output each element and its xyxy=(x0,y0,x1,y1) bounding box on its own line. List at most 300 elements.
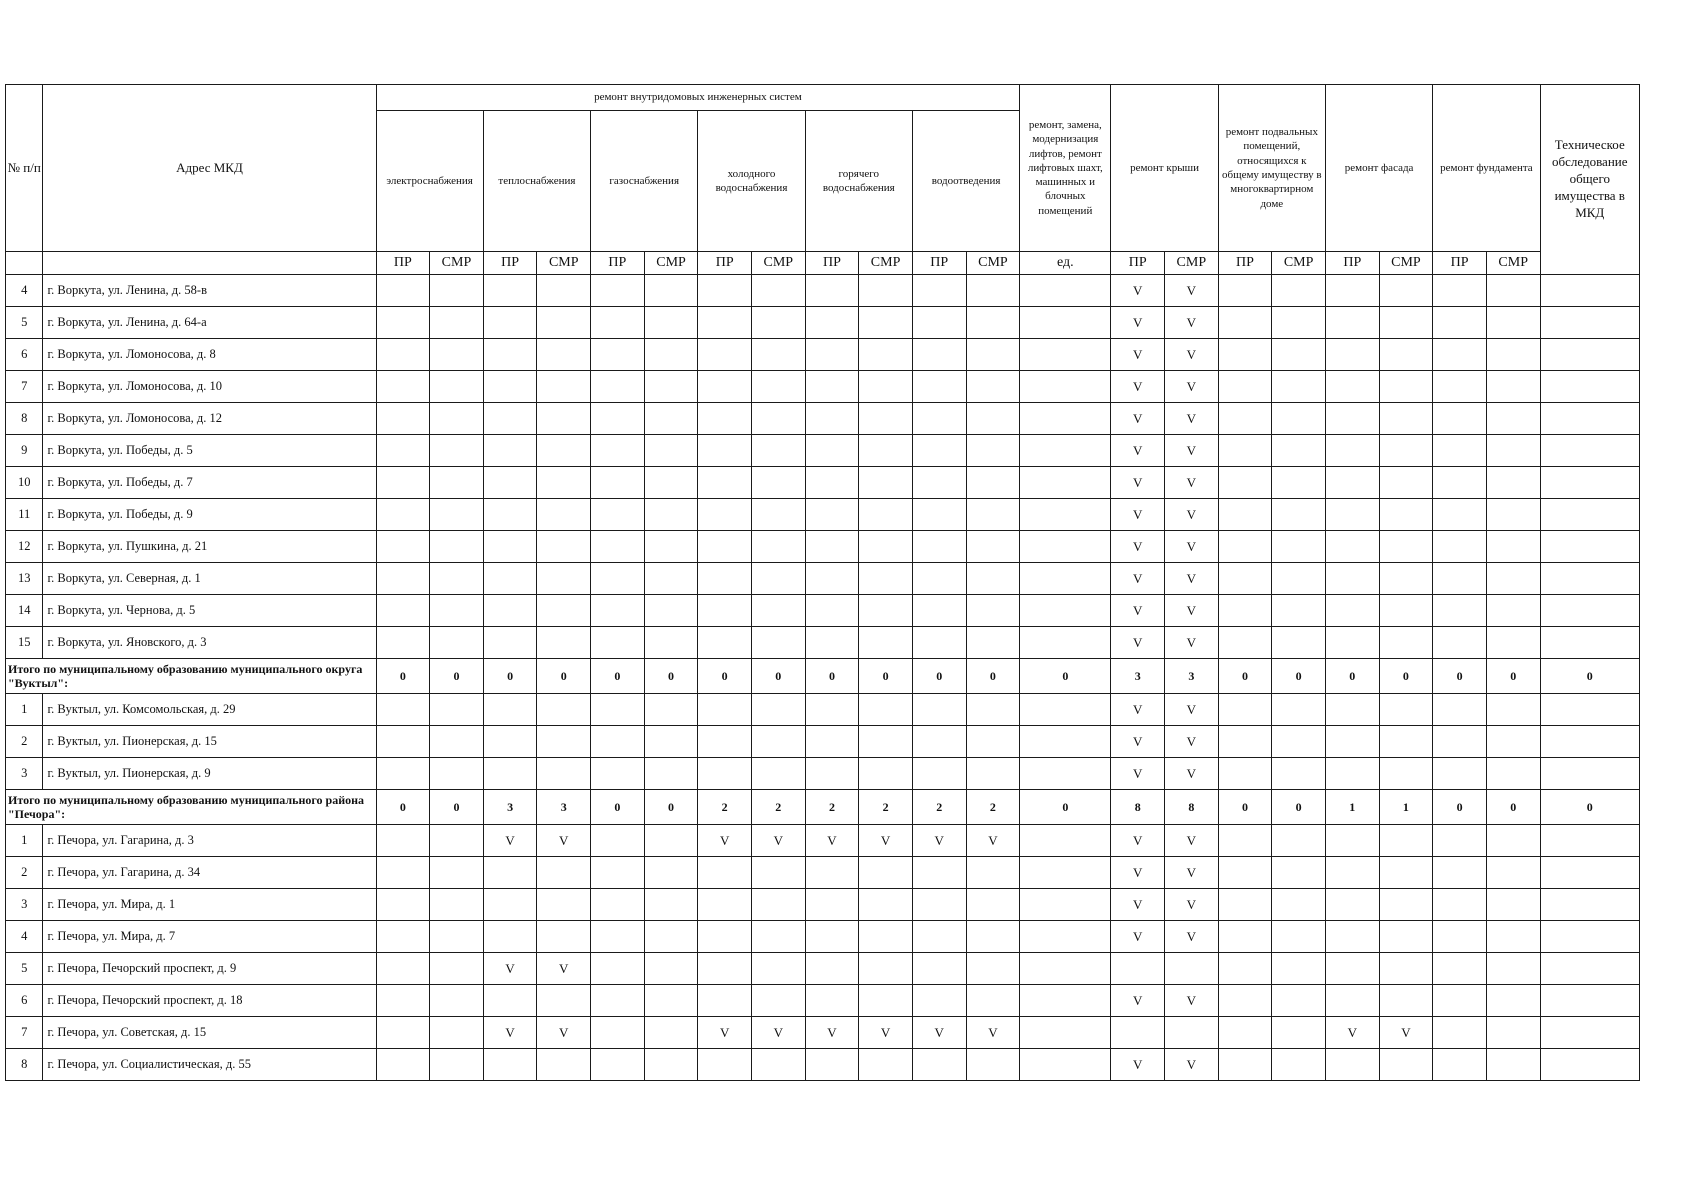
row-mark xyxy=(591,595,645,627)
row-mark: V xyxy=(537,1017,591,1049)
row-mark: V xyxy=(537,825,591,857)
row-number: 7 xyxy=(6,371,43,403)
total-value: 0 xyxy=(751,659,805,694)
row-mark xyxy=(430,889,484,921)
row-mark xyxy=(644,1049,698,1081)
row-mark xyxy=(1486,435,1540,467)
row-mark xyxy=(430,499,484,531)
row-mark xyxy=(1272,627,1326,659)
row-mark xyxy=(1433,531,1487,563)
row-mark: V xyxy=(1165,467,1219,499)
header-internal-systems: ремонт внутридомовых инженерных систем xyxy=(376,85,1020,111)
row-mark xyxy=(644,758,698,790)
row-number: 9 xyxy=(6,435,43,467)
row-mark xyxy=(805,467,859,499)
row-mark xyxy=(912,857,966,889)
row-mark xyxy=(376,694,430,726)
row-mark xyxy=(537,531,591,563)
row-mark xyxy=(537,627,591,659)
row-mark xyxy=(1379,857,1433,889)
row-mark xyxy=(1486,1017,1540,1049)
row-number: 2 xyxy=(6,857,43,889)
table-row xyxy=(6,758,1640,790)
row-mark xyxy=(1486,857,1540,889)
table-row xyxy=(6,694,1640,726)
total-value: 0 xyxy=(1433,790,1487,825)
row-mark xyxy=(698,726,752,758)
row-mark xyxy=(1218,1049,1272,1081)
row-mark xyxy=(1218,953,1272,985)
row-mark xyxy=(1325,726,1379,758)
row-mark xyxy=(1218,435,1272,467)
total-value: 0 xyxy=(376,790,430,825)
row-address: г. Воркута, ул. Ломоносова, д. 10 xyxy=(43,371,376,403)
row-mark xyxy=(859,403,913,435)
row-mark xyxy=(1218,758,1272,790)
row-mark xyxy=(430,403,484,435)
row-mark xyxy=(751,953,805,985)
row-mark xyxy=(1540,435,1639,467)
row-mark xyxy=(1433,921,1487,953)
total-label: Итого по муниципальному образованию муниципального округа "Вуктыл": xyxy=(6,659,377,694)
row-mark xyxy=(751,339,805,371)
row-mark xyxy=(805,758,859,790)
row-mark: V xyxy=(966,825,1020,857)
row-mark xyxy=(376,825,430,857)
row-mark xyxy=(751,371,805,403)
row-number: 5 xyxy=(6,953,43,985)
row-mark xyxy=(1218,371,1272,403)
row-mark xyxy=(537,921,591,953)
row-mark xyxy=(859,275,913,307)
row-mark xyxy=(644,694,698,726)
table-row xyxy=(6,953,1640,985)
row-mark xyxy=(1325,467,1379,499)
subheader-pr: ПР xyxy=(1433,252,1487,275)
row-mark xyxy=(1020,726,1111,758)
row-mark: V xyxy=(1165,825,1219,857)
row-mark xyxy=(1540,371,1639,403)
total-value: 1 xyxy=(1379,790,1433,825)
row-mark xyxy=(859,889,913,921)
row-mark xyxy=(751,275,805,307)
row-mark xyxy=(966,339,1020,371)
table-row xyxy=(6,825,1640,857)
row-mark xyxy=(1218,307,1272,339)
row-mark xyxy=(1020,403,1111,435)
row-mark xyxy=(644,889,698,921)
row-mark xyxy=(1433,953,1487,985)
row-mark xyxy=(698,563,752,595)
row-mark xyxy=(376,307,430,339)
row-mark xyxy=(751,563,805,595)
row-mark xyxy=(1433,371,1487,403)
row-mark xyxy=(644,435,698,467)
row-mark xyxy=(859,435,913,467)
row-mark xyxy=(912,435,966,467)
row-mark xyxy=(1218,531,1272,563)
row-mark xyxy=(430,1049,484,1081)
row-mark xyxy=(1111,1017,1165,1049)
header-foundation: ремонт фундамента xyxy=(1433,85,1540,252)
row-mark xyxy=(751,889,805,921)
table-row xyxy=(6,985,1640,1017)
row-number: 6 xyxy=(6,985,43,1017)
row-mark xyxy=(1020,627,1111,659)
row-mark: V xyxy=(1111,467,1165,499)
row-mark xyxy=(644,371,698,403)
table-row xyxy=(6,1017,1640,1049)
total-value: 0 xyxy=(1325,659,1379,694)
row-mark xyxy=(591,953,645,985)
row-mark xyxy=(376,758,430,790)
row-mark xyxy=(537,758,591,790)
row-mark xyxy=(1486,825,1540,857)
row-mark xyxy=(1272,758,1326,790)
row-mark xyxy=(537,499,591,531)
row-mark xyxy=(1020,825,1111,857)
row-address: г. Воркута, ул. Ломоносова, д. 12 xyxy=(43,403,376,435)
row-mark xyxy=(591,275,645,307)
row-mark xyxy=(966,889,1020,921)
row-mark xyxy=(483,467,537,499)
row-mark xyxy=(537,1049,591,1081)
row-mark xyxy=(912,694,966,726)
header-cold-water: холодного водоснабжения xyxy=(698,111,805,252)
row-mark xyxy=(644,563,698,595)
row-mark xyxy=(537,889,591,921)
row-mark xyxy=(1272,371,1326,403)
row-mark xyxy=(1540,825,1639,857)
row-mark xyxy=(376,889,430,921)
row-mark: V xyxy=(751,825,805,857)
subheader-smr: СМР xyxy=(1379,252,1433,275)
row-mark xyxy=(966,403,1020,435)
row-mark: V xyxy=(1165,531,1219,563)
header-num: № п/п xyxy=(6,85,43,252)
table-row xyxy=(6,563,1640,595)
total-value: 0 xyxy=(966,659,1020,694)
row-number: 4 xyxy=(6,275,43,307)
row-mark xyxy=(859,467,913,499)
row-mark xyxy=(859,857,913,889)
row-mark: V xyxy=(1111,531,1165,563)
row-mark xyxy=(1486,275,1540,307)
row-number: 2 xyxy=(6,726,43,758)
row-mark xyxy=(1540,1017,1639,1049)
row-mark xyxy=(430,339,484,371)
row-mark xyxy=(1325,563,1379,595)
table-row xyxy=(6,403,1640,435)
row-mark xyxy=(912,339,966,371)
total-value: 0 xyxy=(591,790,645,825)
subheader-unit: ед. xyxy=(1020,252,1111,275)
row-mark xyxy=(1486,595,1540,627)
row-mark: V xyxy=(1111,857,1165,889)
row-mark xyxy=(376,857,430,889)
table-row xyxy=(6,1049,1640,1081)
row-mark xyxy=(1218,499,1272,531)
row-mark xyxy=(912,307,966,339)
row-number: 7 xyxy=(6,1017,43,1049)
repair-table xyxy=(5,84,1640,1081)
row-number: 13 xyxy=(6,563,43,595)
row-mark xyxy=(1020,921,1111,953)
row-mark xyxy=(1433,467,1487,499)
table-row xyxy=(6,726,1640,758)
row-mark: V xyxy=(1165,275,1219,307)
table-row xyxy=(6,307,1640,339)
row-mark xyxy=(1325,889,1379,921)
row-mark xyxy=(912,627,966,659)
row-mark xyxy=(805,921,859,953)
row-mark xyxy=(376,1049,430,1081)
row-mark: V xyxy=(1111,889,1165,921)
row-mark xyxy=(430,531,484,563)
row-mark xyxy=(1379,275,1433,307)
total-value: 2 xyxy=(805,790,859,825)
row-mark xyxy=(1379,307,1433,339)
row-mark xyxy=(1218,339,1272,371)
subheader-pr: ПР xyxy=(698,252,752,275)
total-value: 3 xyxy=(537,790,591,825)
row-mark xyxy=(1379,758,1433,790)
row-mark xyxy=(591,889,645,921)
row-mark xyxy=(483,531,537,563)
row-mark xyxy=(859,339,913,371)
row-mark xyxy=(430,563,484,595)
row-mark xyxy=(537,694,591,726)
row-address: г. Воркута, ул. Пушкина, д. 21 xyxy=(43,531,376,563)
row-mark xyxy=(1218,275,1272,307)
row-mark: V xyxy=(912,1017,966,1049)
row-mark: V xyxy=(1111,627,1165,659)
row-mark xyxy=(376,435,430,467)
row-mark xyxy=(1540,531,1639,563)
header-basement: ремонт подвальных помещений, относящихся к общему имуществу в многоквартирном доме xyxy=(1218,85,1325,252)
row-mark xyxy=(1486,889,1540,921)
total-value: 0 xyxy=(1433,659,1487,694)
row-mark xyxy=(751,467,805,499)
row-mark xyxy=(912,921,966,953)
total-value: 0 xyxy=(805,659,859,694)
row-mark xyxy=(751,595,805,627)
total-value: 0 xyxy=(698,659,752,694)
subheader-smr: СМР xyxy=(966,252,1020,275)
subheader-pr: ПР xyxy=(1218,252,1272,275)
row-mark xyxy=(1433,435,1487,467)
row-mark xyxy=(483,435,537,467)
row-mark xyxy=(483,921,537,953)
row-mark xyxy=(376,1017,430,1049)
row-address: г. Воркута, ул. Ленина, д. 58-в xyxy=(43,275,376,307)
table-row xyxy=(6,921,1640,953)
row-mark xyxy=(751,758,805,790)
table-row xyxy=(6,339,1640,371)
row-mark xyxy=(1325,499,1379,531)
row-mark: V xyxy=(805,1017,859,1049)
row-mark xyxy=(376,627,430,659)
row-mark xyxy=(1379,985,1433,1017)
row-mark xyxy=(966,531,1020,563)
subheader-smr: СМР xyxy=(1486,252,1540,275)
header-heating: теплоснабжения xyxy=(483,111,590,252)
row-mark xyxy=(698,307,752,339)
row-mark: V xyxy=(1165,921,1219,953)
row-mark xyxy=(1272,726,1326,758)
subheader-row xyxy=(6,252,1640,275)
total-value: 0 xyxy=(1540,659,1639,694)
row-mark xyxy=(912,889,966,921)
row-mark xyxy=(912,467,966,499)
row-mark xyxy=(859,694,913,726)
subheader-empty xyxy=(43,252,376,275)
row-mark xyxy=(912,1049,966,1081)
row-mark xyxy=(1540,694,1639,726)
row-mark xyxy=(698,435,752,467)
row-mark xyxy=(591,1049,645,1081)
header-electricity: электроснабжения xyxy=(376,111,483,252)
row-mark xyxy=(430,857,484,889)
row-mark xyxy=(1379,563,1433,595)
row-mark xyxy=(1540,726,1639,758)
row-mark: V xyxy=(1165,694,1219,726)
row-mark xyxy=(644,857,698,889)
row-mark xyxy=(1486,371,1540,403)
total-value: 8 xyxy=(1165,790,1219,825)
row-mark: V xyxy=(1165,563,1219,595)
row-mark xyxy=(698,627,752,659)
row-mark xyxy=(805,889,859,921)
row-mark xyxy=(1325,857,1379,889)
subheader-smr: СМР xyxy=(1272,252,1326,275)
total-value: 0 xyxy=(1379,659,1433,694)
row-mark xyxy=(805,953,859,985)
row-mark xyxy=(1272,1017,1326,1049)
row-address: г. Печора, ул. Мира, д. 7 xyxy=(43,921,376,953)
row-mark: V xyxy=(1165,307,1219,339)
total-value: 0 xyxy=(591,659,645,694)
row-mark xyxy=(591,985,645,1017)
row-mark xyxy=(430,694,484,726)
row-mark xyxy=(591,531,645,563)
total-label: Итого по муниципальному образованию муниципального района "Печора": xyxy=(6,790,377,825)
row-mark: V xyxy=(966,1017,1020,1049)
row-mark xyxy=(1272,825,1326,857)
row-mark xyxy=(376,339,430,371)
total-value: 1 xyxy=(1325,790,1379,825)
row-mark xyxy=(805,499,859,531)
row-mark xyxy=(483,694,537,726)
row-mark xyxy=(966,953,1020,985)
subheader-smr: СМР xyxy=(430,252,484,275)
row-mark xyxy=(805,307,859,339)
table-row xyxy=(6,595,1640,627)
row-mark xyxy=(537,339,591,371)
row-mark xyxy=(376,985,430,1017)
row-mark: V xyxy=(1111,758,1165,790)
total-value: 2 xyxy=(859,790,913,825)
row-mark xyxy=(1020,694,1111,726)
row-mark xyxy=(430,275,484,307)
row-mark xyxy=(1272,499,1326,531)
row-mark xyxy=(966,627,1020,659)
row-address: г. Печора, ул. Гагарина, д. 3 xyxy=(43,825,376,857)
total-row xyxy=(6,659,1640,694)
row-mark xyxy=(1540,595,1639,627)
row-mark xyxy=(966,467,1020,499)
row-mark: V xyxy=(1111,307,1165,339)
row-mark xyxy=(591,371,645,403)
row-address: г. Печора, ул. Советская, д. 15 xyxy=(43,1017,376,1049)
row-mark xyxy=(912,726,966,758)
row-mark xyxy=(966,694,1020,726)
row-mark xyxy=(1486,1049,1540,1081)
row-mark xyxy=(483,563,537,595)
row-number: 4 xyxy=(6,921,43,953)
row-mark xyxy=(1218,985,1272,1017)
row-mark: V xyxy=(1165,726,1219,758)
row-mark xyxy=(1433,758,1487,790)
row-address: г. Воркута, ул. Северная, д. 1 xyxy=(43,563,376,595)
row-mark xyxy=(591,825,645,857)
subheader-pr: ПР xyxy=(376,252,430,275)
row-mark xyxy=(805,435,859,467)
row-mark xyxy=(1540,403,1639,435)
row-mark xyxy=(966,857,1020,889)
row-number: 10 xyxy=(6,467,43,499)
row-mark xyxy=(751,921,805,953)
total-value: 0 xyxy=(430,790,484,825)
row-mark xyxy=(698,531,752,563)
row-mark: V xyxy=(698,1017,752,1049)
subheader-pr: ПР xyxy=(1111,252,1165,275)
row-mark: V xyxy=(1111,435,1165,467)
row-address: г. Воркута, ул. Победы, д. 7 xyxy=(43,467,376,499)
row-mark xyxy=(1218,889,1272,921)
row-mark xyxy=(1272,339,1326,371)
row-mark xyxy=(1020,339,1111,371)
row-mark xyxy=(483,595,537,627)
row-mark xyxy=(1486,307,1540,339)
row-mark xyxy=(912,595,966,627)
row-mark xyxy=(591,435,645,467)
row-mark: V xyxy=(1379,1017,1433,1049)
row-mark xyxy=(1433,307,1487,339)
row-mark xyxy=(1486,339,1540,371)
row-mark xyxy=(912,985,966,1017)
row-mark xyxy=(644,531,698,563)
row-mark xyxy=(805,371,859,403)
row-mark xyxy=(1540,889,1639,921)
row-mark xyxy=(1272,563,1326,595)
table-row xyxy=(6,275,1640,307)
row-number: 8 xyxy=(6,1049,43,1081)
row-number: 8 xyxy=(6,403,43,435)
row-mark xyxy=(644,403,698,435)
row-mark xyxy=(1218,627,1272,659)
total-value: 0 xyxy=(430,659,484,694)
subheader-smr: СМР xyxy=(1165,252,1219,275)
row-mark xyxy=(966,726,1020,758)
row-mark xyxy=(537,275,591,307)
row-mark xyxy=(1379,467,1433,499)
row-mark xyxy=(1272,694,1326,726)
table-body xyxy=(6,275,1640,1081)
subheader-pr: ПР xyxy=(591,252,645,275)
row-mark xyxy=(430,307,484,339)
row-mark: V xyxy=(1165,371,1219,403)
